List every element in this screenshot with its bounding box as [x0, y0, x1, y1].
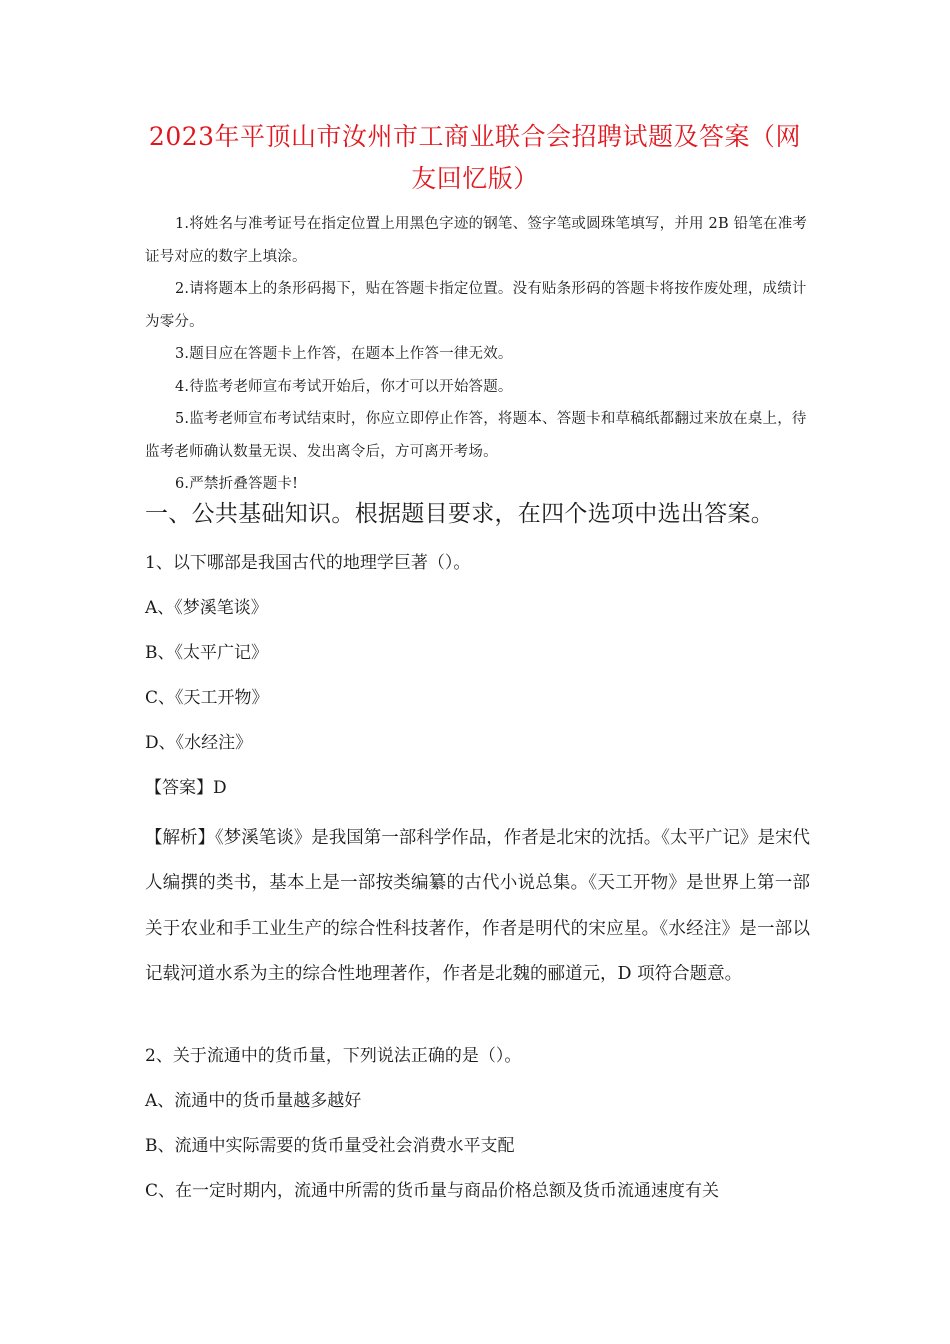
question-1-explanation: 【解析】《梦溪笔谈》是我国第一部科学作品，作者是北宋的沈括。《太平广记》是宋代人编撰的类书，基本上是一部按类编纂的古代小说总集。《天工开物》是世界上第一部关于农业和手工业生产的综合性科技著作，作者是明代的宋应星。《水经注》是一部以记载河道水系为主的综合性地理著作，作者是北魏的郦道元，D 项符合题意。	[145, 828, 810, 984]
exam-instructions	[145, 208, 810, 501]
question-1-option-c: C、《天工开物》	[145, 688, 269, 708]
instruction-item: 1.将姓名与准考证号在指定位置上用黑色字迹的钢笔、签字笔或圆珠笔填写，并用 2B 铅笔在准考证号对应的数字上填涂。	[145, 216, 808, 265]
question-2-option-a: A、流通中的货币量越多越好	[145, 1091, 362, 1111]
question-2-stem: 2、关于流通中的货币量，下列说法正确的是（）。	[145, 1046, 522, 1066]
instruction-item: 6.严禁折叠答题卡!	[175, 476, 299, 492]
question-1-option-a: A、《梦溪笔谈》	[145, 598, 268, 618]
question-2-option-c: C、在一定时期内，流通中所需的货币量与商品价格总额及货币流通速度有关	[145, 1181, 720, 1201]
question-1-answer: 【答案】D	[145, 778, 227, 798]
section-heading: 一、公共基础知识。根据题目要求，在四个选项中选出答案。	[145, 501, 775, 527]
instruction-item: 4.待监考老师宣布考试开始后，你才可以开始答题。	[175, 378, 513, 395]
question-1-option-b: B、《太平广记》	[145, 643, 268, 663]
question-1-stem: 1、以下哪部是我国古代的地理学巨著（）。	[145, 553, 471, 573]
document-title: 2023年平顶山市汝州市工商业联合会招聘试题及答案（网友回忆版）	[148, 122, 802, 193]
instruction-item: 3.题目应在答题卡上作答，在题本上作答一律无效。	[175, 346, 513, 362]
instruction-item: 5.监考老师宣布考试结束时，你应立即停止作答，将题本、答题卡和草稿纸都翻过来放在桌上，待监考老师确认数量无误、发出离令后，方可离开考场。	[145, 411, 807, 460]
question-2-option-b: B、流通中实际需要的货币量受社会消费水平支配	[145, 1136, 515, 1156]
instruction-item: 2.请将题本上的条形码揭下，贴在答题卡指定位置。没有贴条形码的答题卡将按作废处理，成绩计为零分。	[145, 281, 807, 330]
question-1-option-d: D、《水经注》	[145, 733, 253, 753]
